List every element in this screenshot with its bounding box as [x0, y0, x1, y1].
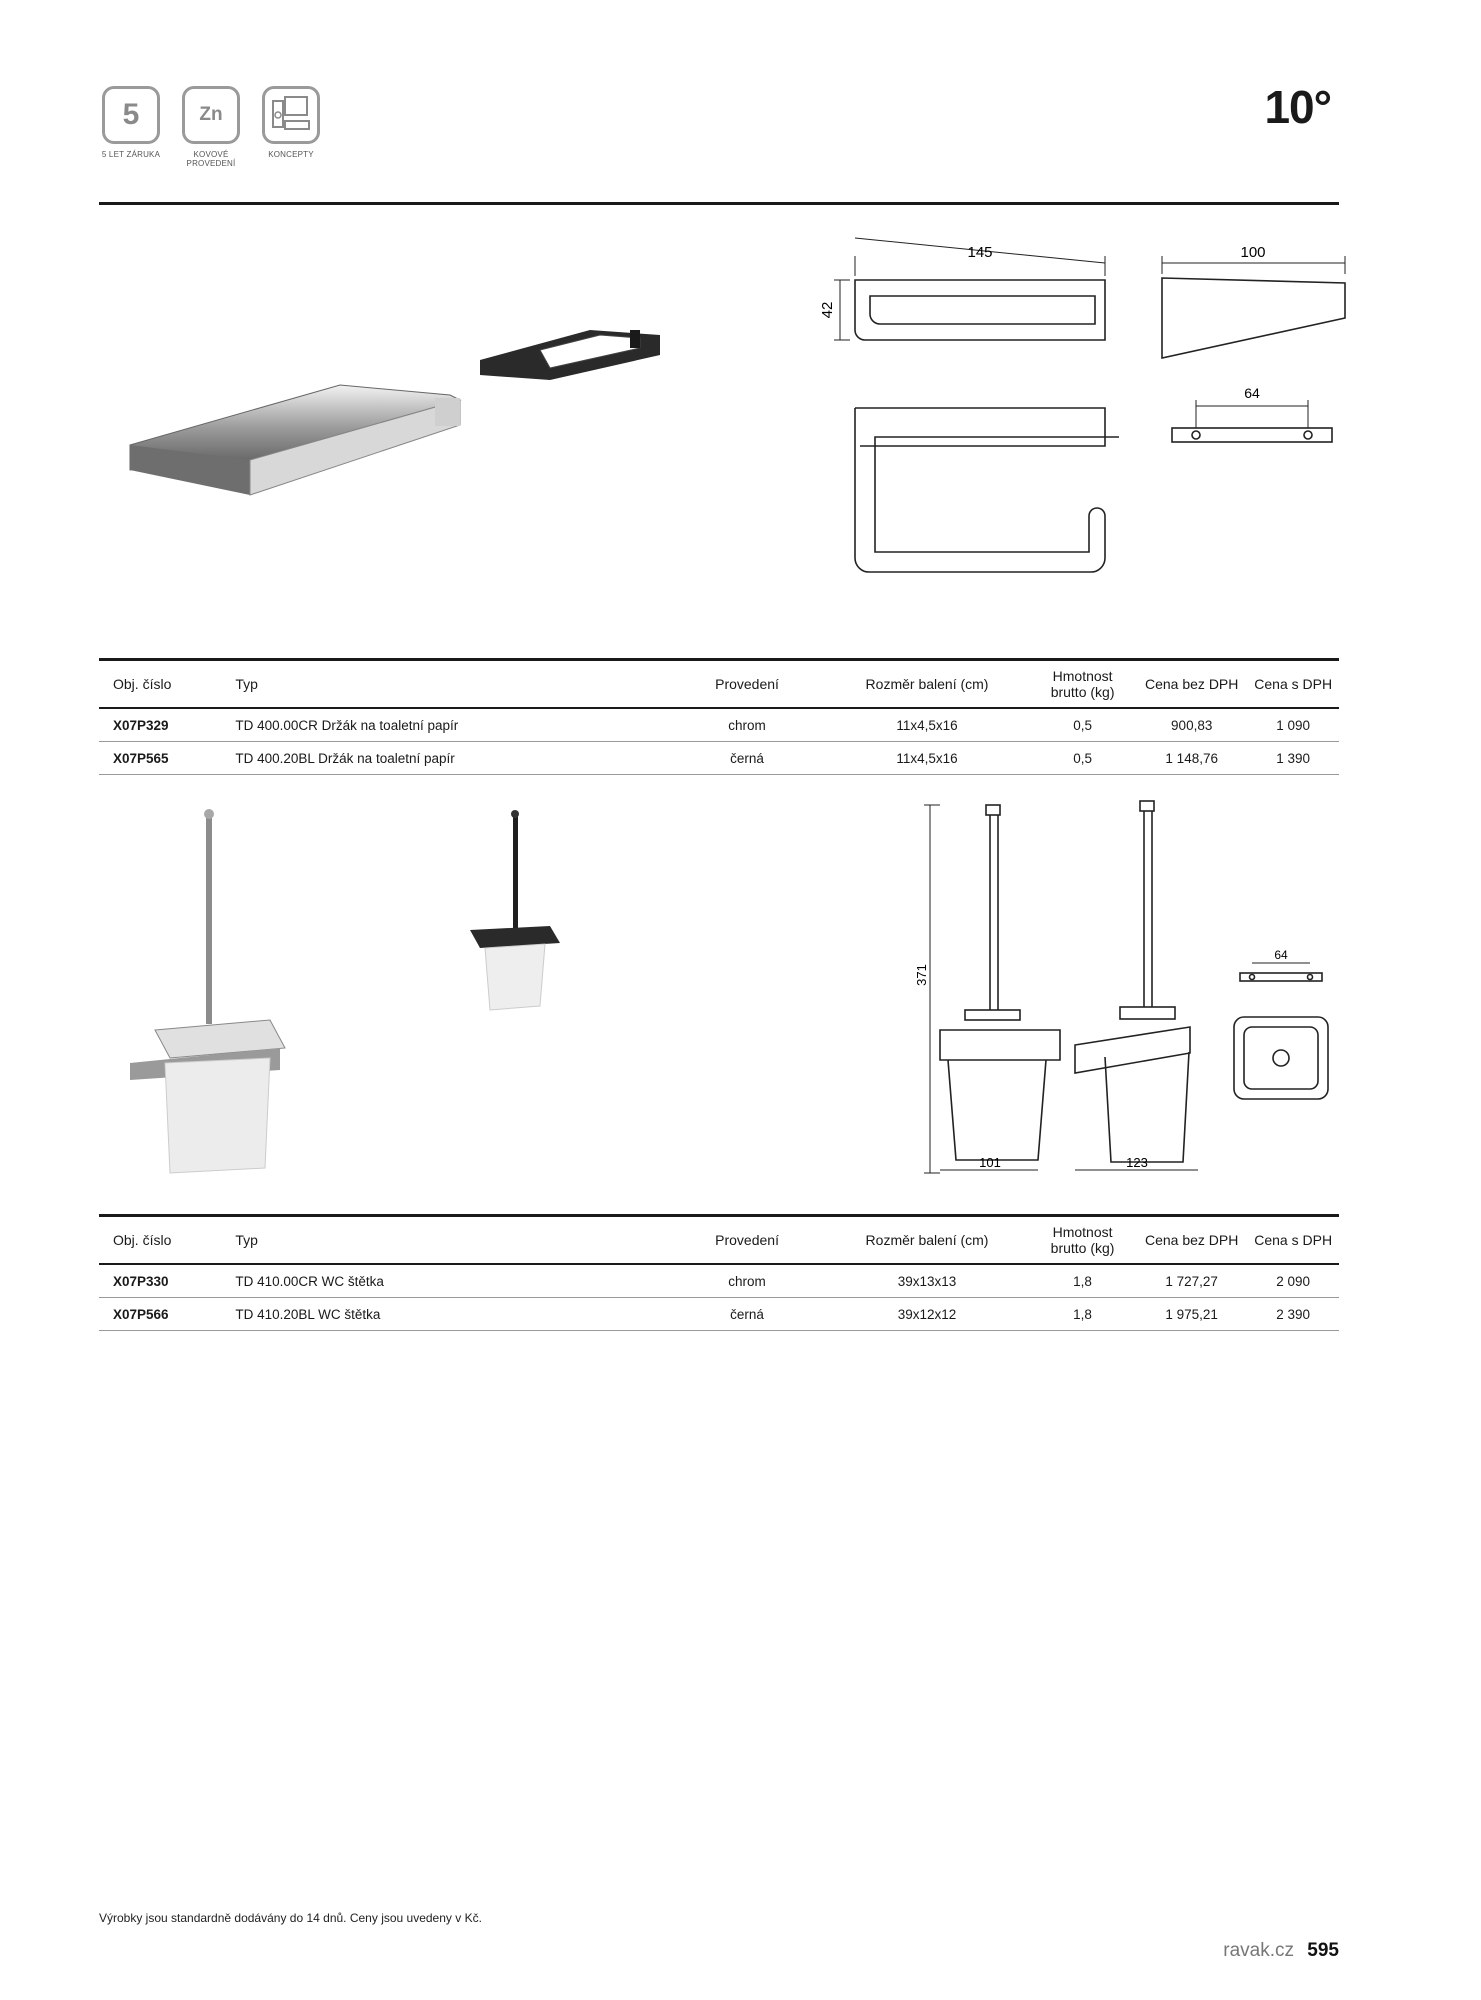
- feature-badges: [100, 86, 322, 168]
- table-row: [99, 1264, 1339, 1298]
- concepts-caption: KONCEPTY: [268, 150, 314, 159]
- col-typ: Typ: [231, 660, 669, 709]
- concepts-badge: [260, 86, 322, 168]
- col-cena-s: Cena s DPH: [1247, 660, 1339, 709]
- series-title: 10°: [1264, 81, 1331, 133]
- delivery-note: Výrobky jsou standardně dodávány do 14 dnů. Ceny jsou uvedeny v Kč.: [99, 1911, 482, 1925]
- cell-rozmer: 39x12x12: [825, 1298, 1029, 1331]
- table-row: [99, 742, 1339, 775]
- cell-typ: TD 400.20BL Držák na toaletní papír: [231, 742, 669, 775]
- dim-width-label: 145: [967, 244, 993, 261]
- koncepty-icon: [262, 86, 320, 144]
- col-rozmer: Rozměr balení (cm): [825, 660, 1029, 709]
- wc-brush-table: [99, 1214, 1339, 1331]
- cell-provedeni: černá: [669, 742, 825, 775]
- cell-typ: TD 400.00CR Držák na toaletní papír: [231, 708, 669, 742]
- cell-hmotnost: 0,5: [1029, 708, 1136, 742]
- col-obj: Obj. číslo: [99, 1216, 231, 1265]
- table-row: [99, 708, 1339, 742]
- cell-obj: X07P566: [99, 1298, 231, 1331]
- cell-rozmer: 11x4,5x16: [825, 708, 1029, 742]
- page-number: 595: [1307, 1940, 1339, 1961]
- col-obj: Obj. číslo: [99, 660, 231, 709]
- dim-depth-label: 100: [1240, 244, 1266, 261]
- zinc-icon: Zn: [182, 86, 240, 144]
- dim-depth-label: 123: [1126, 1155, 1148, 1170]
- dim-holes-label: 64: [1274, 948, 1288, 962]
- dim-holes-label: 64: [1244, 385, 1260, 401]
- cell-obj: X07P565: [99, 742, 231, 775]
- cell-cena-s: 2 390: [1247, 1298, 1339, 1331]
- wc-brush-photo: [120, 808, 580, 1193]
- cell-rozmer: 11x4,5x16: [825, 742, 1029, 775]
- cell-obj: X07P329: [99, 708, 231, 742]
- cell-provedeni: chrom: [669, 1264, 825, 1298]
- col-provedeni: Provedení: [669, 1216, 825, 1265]
- cell-obj: X07P330: [99, 1264, 231, 1298]
- col-hmotnost: Hmotnost brutto (kg): [1029, 660, 1136, 709]
- cell-hmotnost: 1,8: [1029, 1264, 1136, 1298]
- warranty-caption: 5 LET ZÁRUKA: [101, 150, 161, 159]
- cell-cena-bez: 1 148,76: [1136, 742, 1247, 775]
- col-typ: Typ: [231, 1216, 669, 1265]
- col-provedeni: Provedení: [669, 660, 825, 709]
- dim-height-label: 371: [914, 964, 929, 986]
- wc-brush-drawing: [914, 795, 1350, 1190]
- cell-cena-bez: 1 727,27: [1136, 1264, 1247, 1298]
- paper-holder-photo: [120, 310, 680, 515]
- cell-hmotnost: 1,8: [1029, 1298, 1136, 1331]
- table-header-row: [99, 660, 1339, 709]
- cell-provedeni: chrom: [669, 708, 825, 742]
- page-footer: [1223, 1940, 1339, 1962]
- col-hmotnost: Hmotnost brutto (kg): [1029, 1216, 1136, 1265]
- cell-hmotnost: 0,5: [1029, 742, 1136, 775]
- paper-holder-table: [99, 658, 1339, 775]
- col-cena-bez: Cena bez DPH: [1136, 1216, 1247, 1265]
- cell-rozmer: 39x13x13: [825, 1264, 1029, 1298]
- dim-width-label: 101: [979, 1155, 1001, 1170]
- metal-badge: [180, 86, 242, 168]
- paper-holder-drawing: [810, 238, 1350, 603]
- warranty-badge: [100, 86, 162, 168]
- dim-height-label: 42: [819, 301, 836, 319]
- col-rozmer: Rozměr balení (cm): [825, 1216, 1029, 1265]
- cell-typ: TD 410.00CR WC štětka: [231, 1264, 669, 1298]
- warranty-icon: 5: [102, 86, 160, 144]
- table-header-row: [99, 1216, 1339, 1265]
- cell-cena-bez: 900,83: [1136, 708, 1247, 742]
- cell-typ: TD 410.20BL WC štětka: [231, 1298, 669, 1331]
- cell-cena-bez: 1 975,21: [1136, 1298, 1247, 1331]
- cell-cena-s: 1 090: [1247, 708, 1339, 742]
- col-cena-bez: Cena bez DPH: [1136, 660, 1247, 709]
- site-link[interactable]: ravak.cz: [1223, 1940, 1295, 1961]
- cell-cena-s: 1 390: [1247, 742, 1339, 775]
- metal-caption: KOVOVÉ PROVEDENÍ: [186, 150, 236, 168]
- table-row: [99, 1298, 1339, 1331]
- col-cena-s: Cena s DPH: [1247, 1216, 1339, 1265]
- cell-provedeni: černá: [669, 1298, 825, 1331]
- header-divider: [99, 202, 1339, 205]
- cell-cena-s: 2 090: [1247, 1264, 1339, 1298]
